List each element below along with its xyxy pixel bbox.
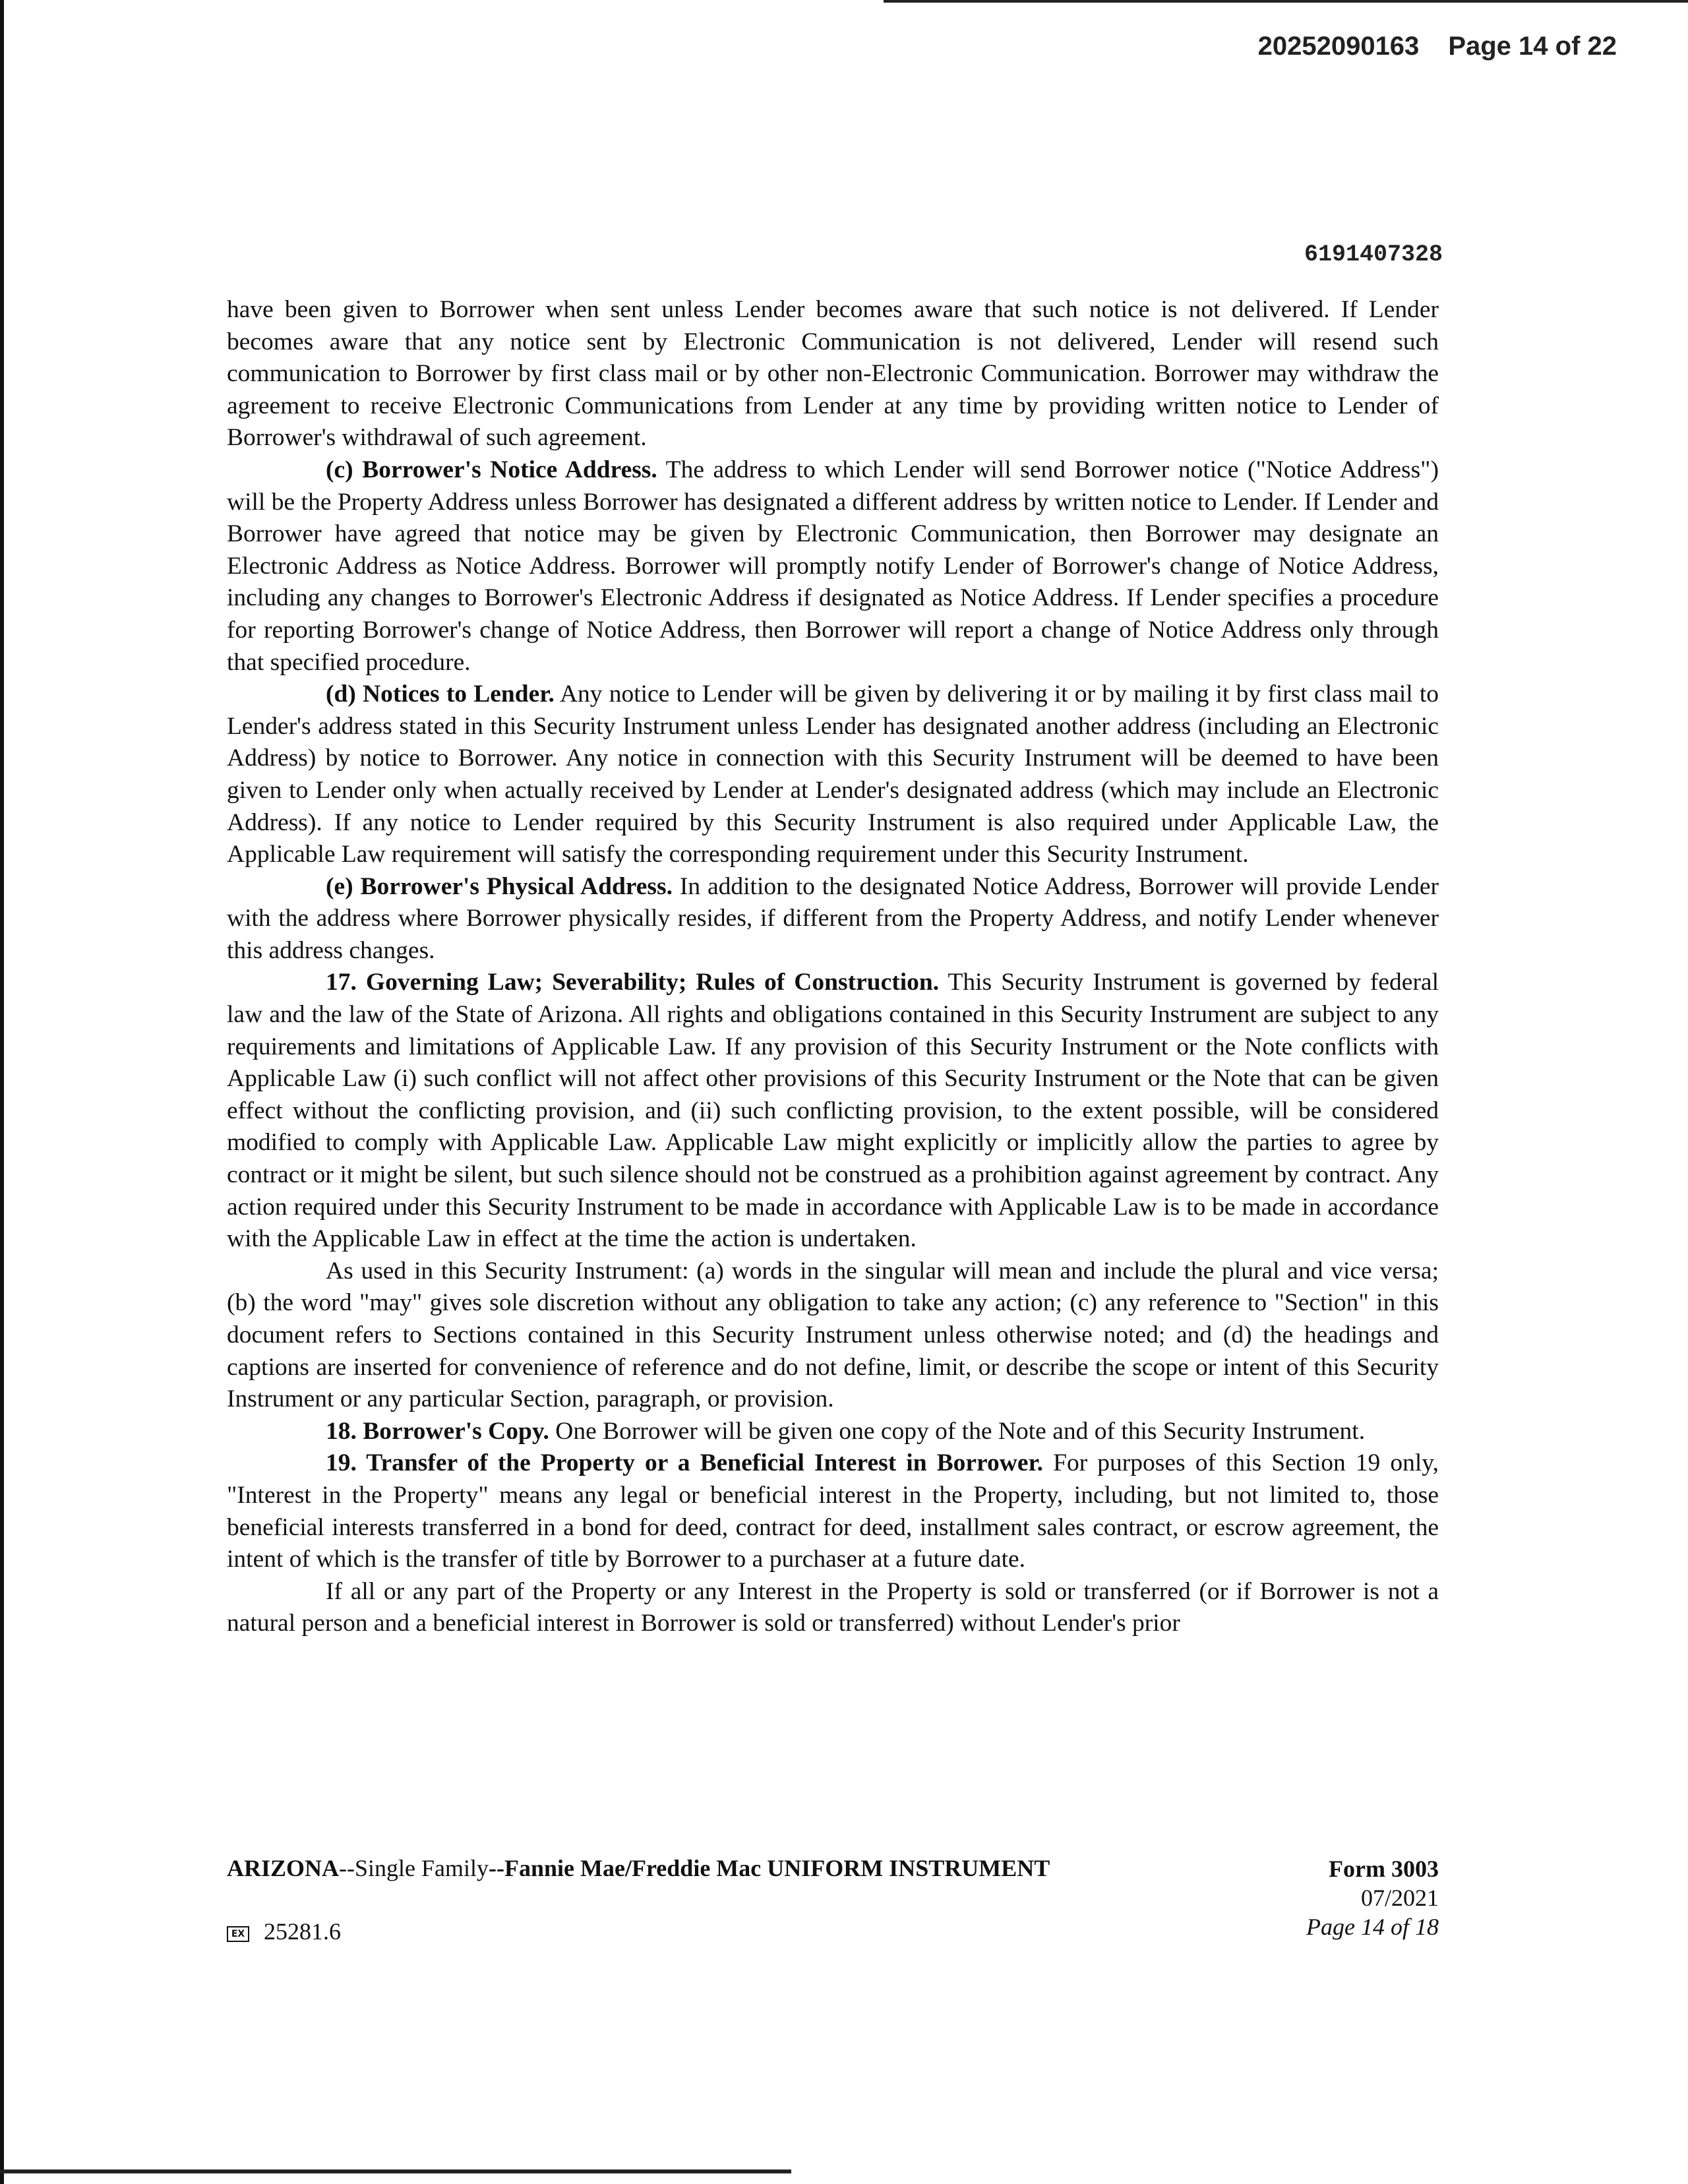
footer-separator: --	[489, 1855, 504, 1881]
text-notice-address: The address to which Lender will send Borrower notice ("Notice Address") will be the Property Address unless Borrower has designated a different address by written notice to Lender. If Lender and Borrower have agreed that notice may be given by Electronic Communication, then Borrower may designate an Electronic Address as Notice Address. Borrower will promptly notify Lender of Borrower's change of Notice Address, including any changes to Borrower's Electronic Address if designated as Notice Address. If Lender specifies a procedure for reporting Borrower's change of Notice Address, then Borrower will report a change of Notice Address only through that specified procedure.	[227, 456, 1439, 676]
heading-physical-address: (e) Borrower's Physical Address.	[326, 872, 673, 900]
footer-separator: --	[339, 1855, 355, 1881]
section-19	[227, 1447, 1439, 1575]
loan-number: 6191407328	[1304, 241, 1443, 268]
text-notices-to-lender: Any notice to Lender will be given by delivering it or by mailing it by first class mail to Lender's address stated in this Security Instrument unless Lender has designated another address (including an Electronic Address) by notice to Borrower. Any notice in connection with this Security Instrument will be deemed to have been given to Lender only when actually received by Lender at Lender's designated address (which may include an Electronic Address). If any notice to Lender required by this Security Instrument is also required under Applicable Law, the Applicable Law requirement will satisfy the corresponding requirement under this Security Instrument.	[227, 681, 1439, 868]
ellie-mae-logo-icon: EX	[227, 1926, 249, 1942]
section-19-transfer: If all or any part of the Property or any Interest in the Property is sold or transferred (or if Borrower is not a natural person and a beneficial interest in Borrower is sold or transferred) without Lender's prior	[227, 1577, 1439, 1637]
text-physical-address: In addition to the designated Notice Address, Borrower will provide Lender with the address where Borrower physically resides, if different from the Property Address, and notify Lender whenever this address changes.	[227, 872, 1439, 964]
heading-section-19: 19. Transfer of the Property or a Beneficial Interest in Borrower.	[326, 1449, 1044, 1477]
heading-notices-to-lender: (d) Notices to Lender.	[326, 681, 555, 708]
text-section-17: This Security Instrument is governed by federal law and the law of the State of Arizona. All rights and obligations contained in this Security Instrument are subject to any requirements and limitations of Applicable Law. If any provision of this Security Instrument or the Note conflicts with Applicable Law (i) such conflict will not affect other provisions of this Security Instrument or the Note that can be given effect without the conflicting provision, and (ii) such conflicting provision, to the extent possible, will be considered modified to comply with Applicable Law. Applicable Law might explicitly or implicitly allow the parties to agree by contract or it might be silent, but such silence should not be construed as a prohibition against agreement by contract. Any action required under this Security Instrument to be made in accordance with Applicable Law is to be made in accordance with the Applicable Law in effect at the time the action is undertaken.	[227, 969, 1439, 1253]
section-18	[227, 1416, 1439, 1448]
paragraph-notices-to-lender	[227, 679, 1439, 871]
footer-form-info	[1306, 1854, 1439, 1941]
document-body	[227, 294, 1439, 1640]
text-section-19: For purposes of this Section 19 only, "Interest in the Property" means any legal or beneficial interest in the Property, including, but not limited to, those beneficial interests transferred in a bond for deed, contract for deed, installment sales contract, or escrow agreement, the intent of which is the transfer of title by Borrower to a purchaser at a future date.	[227, 1449, 1439, 1573]
footer-state: ARIZONA	[227, 1855, 340, 1881]
footer-page-number: Page 14 of 18	[1306, 1914, 1439, 1940]
recording-header	[1258, 32, 1617, 61]
footer-code-number: 25281.6	[264, 1918, 341, 1945]
recording-number: 20252090163	[1257, 32, 1420, 61]
footer-form-date: 07/2021	[1360, 1885, 1439, 1911]
footer-family: Single Family	[355, 1855, 489, 1881]
heading-section-17: 17. Governing Law; Severability; Rules of Construction.	[326, 969, 940, 996]
paragraph-continuation: have been given to Borrower when sent unless Lender becomes aware that such notice is not delivered. If Lender becomes aware that any notice sent by Electronic Communication is not delivered, Lender will resend such communication to Borrower by first class mail or by other non-Electronic Communication. Borrower may withdraw the agreement to receive Electronic Communications from Lender at any time by providing written notice to Lender of Borrower's withdrawal of such agreement.	[227, 296, 1439, 452]
footer-instrument-title	[227, 1854, 1050, 1882]
scan-edge-top	[884, 0, 1688, 3]
scan-edge-left	[0, 0, 4, 2184]
paragraph-physical-address	[227, 871, 1439, 967]
heading-section-18: 18. Borrower's Copy.	[326, 1417, 549, 1445]
footer-instrument: Fannie Mae/Freddie Mac UNIFORM INSTRUMENT	[504, 1855, 1050, 1881]
paragraph-notice-address	[227, 454, 1439, 679]
section-17-construction: As used in this Security Instrument: (a) words in the singular will mean and include the plural and vice versa; (b) the word "may" gives sole discretion without any obligation to take any action; (c) any reference to "Section" in this document refers to Sections contained in this Security Instrument unless otherwise noted; and (d) the headings and captions are inserted for convenience of reference and do not define, limit, or describe the scope or intent of this Security Instrument or any particular Section, paragraph, or provision.	[227, 1257, 1439, 1413]
recording-page-label: Page 14 of 22	[1448, 32, 1617, 61]
text-section-18: One Borrower will be given one copy of the Note and of this Security Instrument.	[549, 1417, 1366, 1445]
scan-edge-bottom	[0, 2169, 791, 2173]
heading-notice-address: (c) Borrower's Notice Address.	[326, 456, 657, 483]
footer-form-number: Form 3003	[1329, 1856, 1439, 1882]
footer-doc-code	[227, 1918, 341, 1945]
section-17	[227, 967, 1439, 1255]
